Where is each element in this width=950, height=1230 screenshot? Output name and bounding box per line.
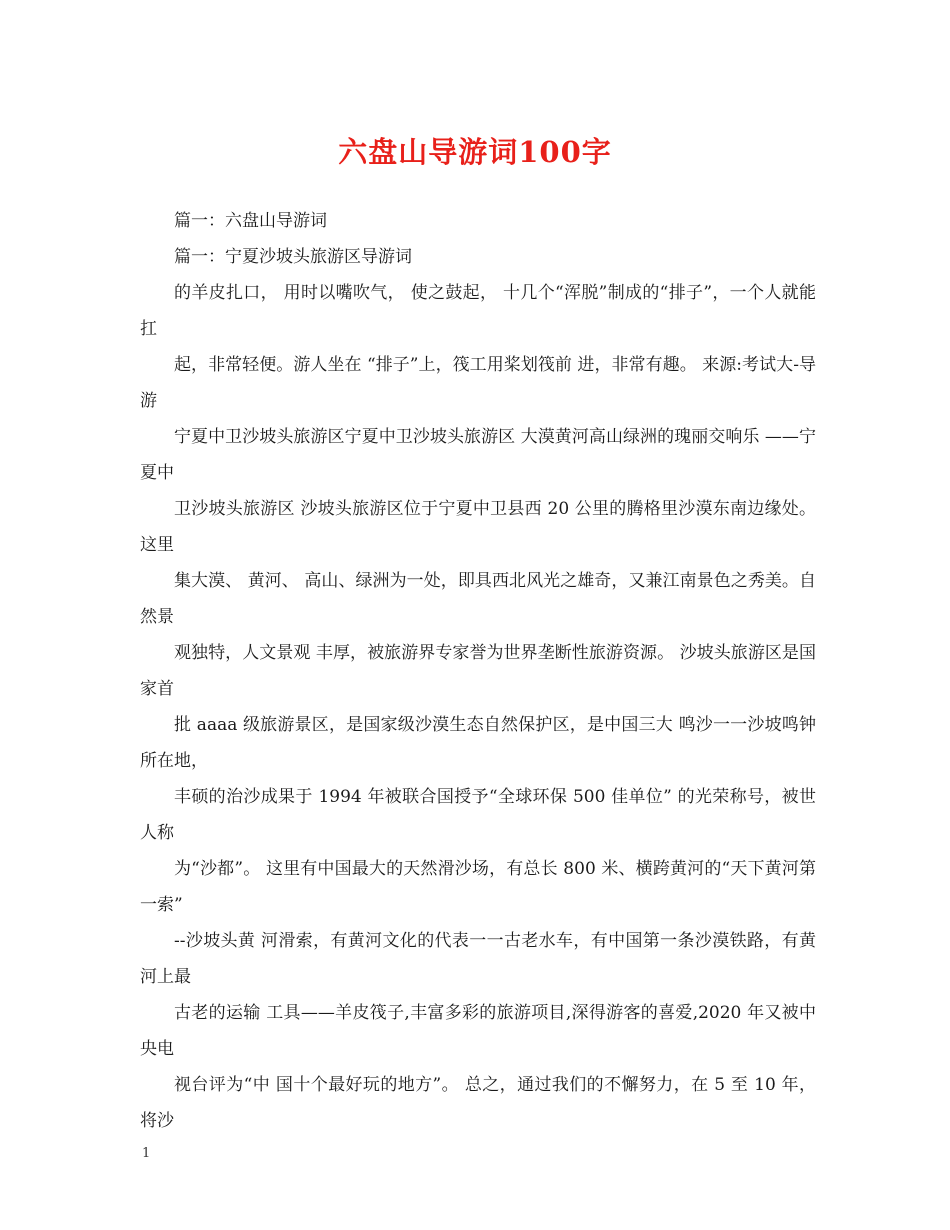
page-number: 1 — [142, 1146, 151, 1161]
page-title: 六盘山导游词100字 — [338, 135, 612, 169]
paragraph: 集大漠、 黄河、 高山、绿洲为一处，即具西北风光之雄奇，又兼江南景色之秀美。自然景 — [140, 571, 816, 627]
paragraph: 篇一：六盘山导游词 — [174, 211, 327, 231]
paragraph: 的羊皮扎口， 用时以嘴吹气， 使之鼓起， 十几个“浑脱”制成的“排子”，一个人就能扛 — [140, 283, 816, 339]
paragraph: 批 aaaa 级旅游景区，是国家级沙漠生态自然保护区，是中国三大 鸣沙一一沙坡鸣钟所在地， — [140, 715, 816, 771]
paragraph: 丰硕的治沙成果于 1994 年被联合国授予“全球环保 500 佳单位” 的光荣称号，被世人称 — [140, 787, 816, 843]
paragraph: 卫沙坡头旅游区 沙坡头旅游区位于宁夏中卫县西 20 公里的腾格里沙漠东南边缘处。 这里 — [140, 499, 816, 555]
paragraph: 起，非常轻便。游人坐在 “排子”上，筏工用桨划筏前 进，非常有趣。 来源:考试大-导游 — [140, 355, 816, 411]
paragraph: 古老的运输 工具——羊皮筏子,丰富多彩的旅游项目,深得游客的喜爱,2020 年又被中央电 — [140, 1003, 816, 1059]
paragraph: 为“沙都”。 这里有中国最大的天然滑沙场，有总长 800 米、横跨黄河的“天下黄河第一索” — [140, 859, 816, 915]
paragraph: 宁夏中卫沙坡头旅游区宁夏中卫沙坡头旅游区 大漠黄河高山绿洲的瑰丽交响乐 ——宁夏中 — [140, 427, 816, 483]
paragraph: --沙坡头黄 河滑索，有黄河文化的代表一一古老水车，有中国第一条沙漠铁路，有黄河上最 — [140, 931, 816, 987]
document-body — [140, 203, 816, 1139]
paragraph: 观独特，人文景观 丰厚，被旅游界专家誉为世界垄断性旅游资源。 沙坡头旅游区是国家首 — [140, 643, 816, 699]
paragraph: 篇一：宁夏沙坡头旅游区导游词 — [174, 247, 412, 267]
paragraph: 视台评为“中 国十个最好玩的地方”。 总之，通过我们的不懈努力，在 5 至 10 年，将沙 — [140, 1075, 816, 1131]
